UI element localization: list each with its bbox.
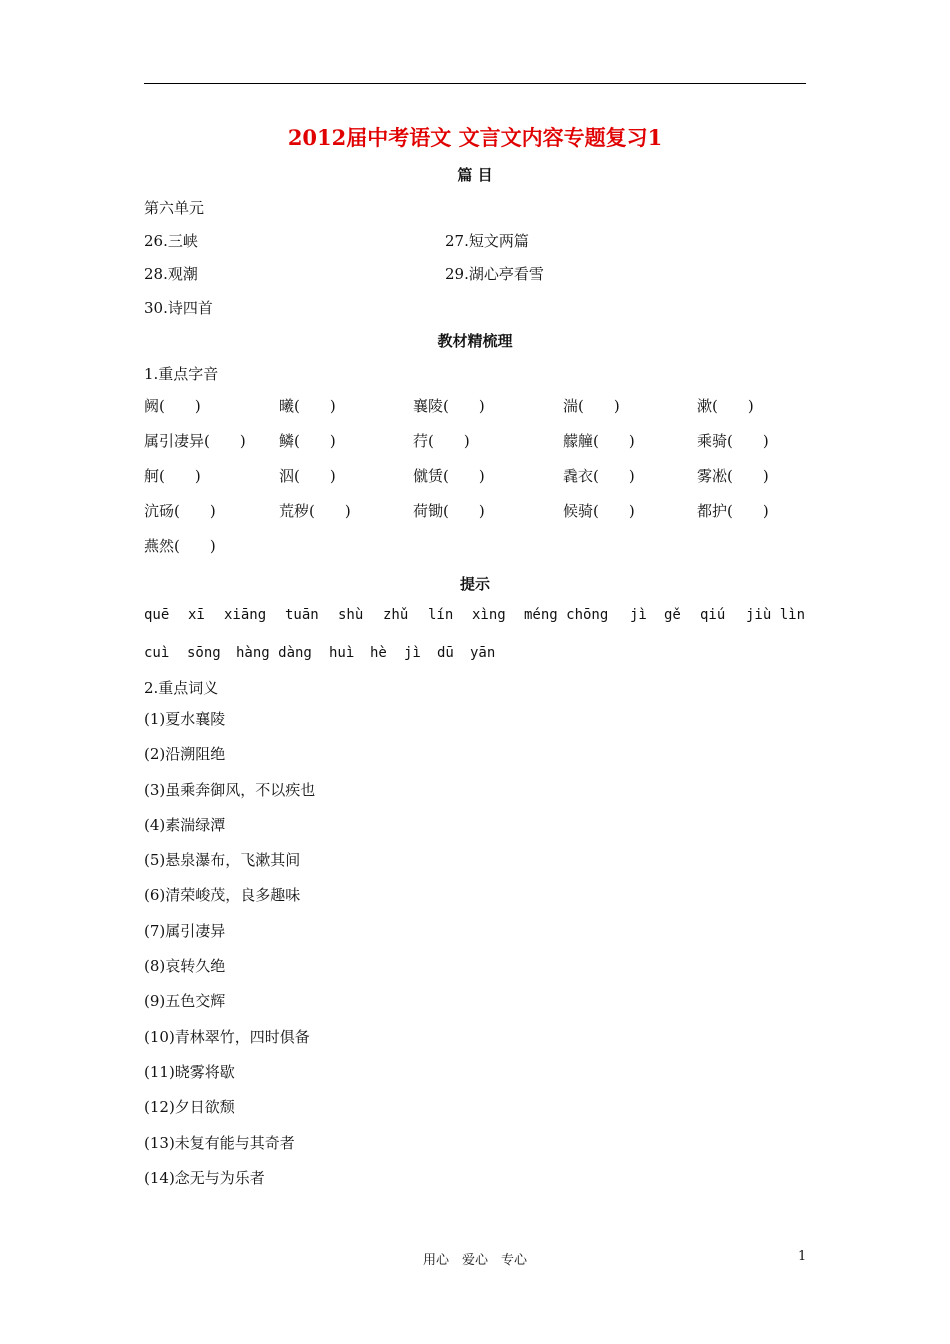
- pinyin-item: méng chōng: [524, 607, 609, 623]
- char-item: 襄陵( ): [413, 397, 485, 415]
- vocab-item: (12)夕日欲颓: [144, 1098, 235, 1116]
- pinyin-item: hàng dàng: [236, 645, 312, 661]
- lesson-item: 26.三峡: [144, 232, 198, 250]
- lesson-item: 30.诗四首: [144, 299, 213, 317]
- char-item: 燕然( ): [144, 537, 216, 555]
- pinyin-item: gě: [664, 607, 681, 623]
- pinyin-item: xī: [188, 607, 205, 623]
- pinyin-item: lín: [428, 607, 454, 623]
- char-item: 漱( ): [697, 397, 754, 415]
- pronunciation-heading: 1.重点字音: [144, 365, 219, 383]
- pinyin-item: xìng: [472, 607, 506, 623]
- vocab-item: (6)清荣峻茂，良多趣味: [144, 886, 301, 904]
- section-material-heading: 教材精梳理: [437, 332, 513, 350]
- vocab-item: (11)晓雾将歇: [144, 1063, 235, 1081]
- char-item: 都护( ): [697, 502, 769, 520]
- vocab-item: (7)属引凄异: [144, 922, 226, 940]
- char-item: 荒秽( ): [279, 502, 351, 520]
- pinyin-item: sōng: [187, 645, 221, 661]
- pinyin-item: hè: [370, 645, 387, 661]
- pinyin-item: yān: [470, 645, 496, 661]
- vocab-item: (3)虽乘奔御风，不以疾也: [144, 781, 316, 799]
- pinyin-item: jiù lìn: [746, 607, 806, 623]
- char-item: 舸( ): [144, 467, 201, 485]
- pinyin-item: jì: [404, 645, 421, 661]
- char-item: 荷锄( ): [413, 502, 485, 520]
- pinyin-item: jì: [630, 607, 647, 623]
- pinyin-item: zhǔ: [383, 607, 409, 623]
- char-item: 曦( ): [279, 397, 336, 415]
- char-item: 沆砀( ): [144, 502, 216, 520]
- vocab-heading: 2.重点词义: [144, 679, 219, 697]
- pinyin-item: xiāng: [224, 607, 267, 623]
- pinyin-item: quē: [144, 607, 170, 623]
- lesson-item: 27.短文两篇: [445, 232, 529, 250]
- pinyin-item: dū: [437, 645, 454, 661]
- char-item: 雾凇( ): [697, 467, 769, 485]
- pinyin-item: qiú: [700, 607, 726, 623]
- char-item: 鳞( ): [279, 432, 336, 450]
- pinyin-item: shù: [338, 607, 364, 623]
- lesson-item: 28.观潮: [144, 265, 198, 283]
- char-item: 艨艟( ): [563, 432, 635, 450]
- char-item: 属引凄异( ): [144, 432, 246, 450]
- vocab-item: (8)哀转久绝: [144, 957, 226, 975]
- pinyin-item: huì: [329, 645, 355, 661]
- hint-heading: 提示: [459, 575, 490, 593]
- char-item: 毳衣( ): [563, 467, 635, 485]
- vocab-item: (2)沿溯阻绝: [144, 745, 226, 763]
- char-item: 荇( ): [413, 432, 470, 450]
- vocab-item: (1)夏水襄陵: [144, 710, 226, 728]
- vocab-item: (5)悬泉瀑布，飞漱其间: [144, 851, 301, 869]
- char-item: 阙( ): [144, 397, 201, 415]
- unit-label: 第六单元: [144, 199, 205, 217]
- pinyin-item: cuì: [144, 645, 170, 661]
- pinyin-item: tuān: [285, 607, 319, 623]
- lesson-item: 29.湖心亭看雪: [445, 265, 544, 283]
- page-title: 2012届中考语文 文言文内容专题复习1: [287, 125, 663, 150]
- char-item: 泅( ): [279, 467, 336, 485]
- page-footer: 用心 爱心 专心: [422, 1253, 527, 1268]
- section-list-heading: 篇 目: [457, 166, 493, 184]
- vocab-item: (14)念无与为乐者: [144, 1169, 265, 1187]
- vocab-item: (13)未复有能与其奇者: [144, 1134, 295, 1152]
- vocab-item: (9)五色交辉: [144, 992, 226, 1010]
- vocab-item: (10)青林翠竹，四时俱备: [144, 1028, 310, 1046]
- page-number: 1: [798, 1249, 807, 1264]
- char-item: 湍( ): [563, 397, 620, 415]
- char-item: 僦赁( ): [413, 467, 485, 485]
- vocab-item: (4)素湍绿潭: [144, 816, 226, 834]
- header-rule: [144, 83, 806, 84]
- char-item: 候骑( ): [563, 502, 635, 520]
- char-item: 乘骑( ): [697, 432, 769, 450]
